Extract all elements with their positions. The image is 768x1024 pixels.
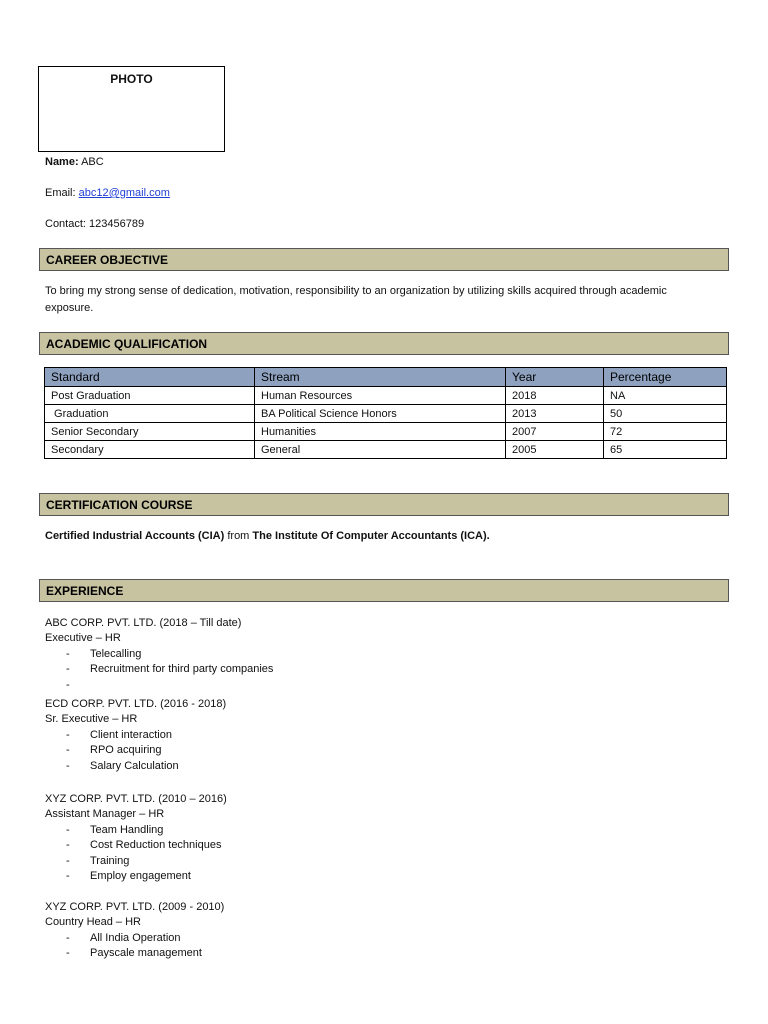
duty-text: Salary Calculation bbox=[90, 760, 179, 772]
job-company: ECD CORP. PVT. LTD. (2016 - 2018) bbox=[45, 698, 227, 710]
career-objective-line-1: To bring my strong sense of dedication, motivation, responsibility to an organization by utilizing skills acquired through academic bbox=[45, 285, 667, 297]
table-cell: 65 bbox=[604, 441, 727, 459]
email-line bbox=[45, 187, 170, 199]
list-item bbox=[66, 759, 179, 774]
duty-text: Recruitment for third party companies bbox=[90, 663, 274, 675]
duty-text: Training bbox=[90, 855, 130, 867]
job-role: Executive – HR bbox=[45, 632, 121, 644]
column-header: Percentage bbox=[604, 368, 727, 387]
job-role: Country Head – HR bbox=[45, 916, 141, 928]
duty-text: Client interaction bbox=[90, 729, 172, 741]
list-item bbox=[66, 662, 274, 677]
list-item bbox=[66, 946, 202, 961]
table-header-row bbox=[45, 368, 727, 387]
section-title: CERTIFICATION COURSE bbox=[46, 498, 193, 512]
bullet-marker: - bbox=[66, 663, 70, 675]
column-header: Stream bbox=[255, 368, 506, 387]
job-company: ABC CORP. PVT. LTD. (2018 – Till date) bbox=[45, 617, 242, 629]
duty-text: Telecalling bbox=[90, 648, 142, 660]
duty-text: Cost Reduction techniques bbox=[90, 839, 222, 851]
duty-text: All India Operation bbox=[90, 932, 181, 944]
list-item bbox=[66, 931, 181, 946]
job-company: XYZ CORP. PVT. LTD. (2010 – 2016) bbox=[45, 793, 227, 805]
contact-line bbox=[45, 218, 144, 230]
bullet-marker: - bbox=[66, 932, 70, 944]
job-role: Assistant Manager – HR bbox=[45, 808, 165, 820]
table-row bbox=[45, 423, 727, 441]
name-line bbox=[45, 156, 104, 168]
career-objective-header bbox=[39, 248, 729, 271]
name-label: Name: bbox=[45, 156, 79, 168]
photo-placeholder bbox=[38, 66, 225, 152]
bullet-marker: - bbox=[66, 760, 70, 772]
bullet-marker: - bbox=[66, 744, 70, 756]
name-value: ABC bbox=[81, 156, 104, 168]
certification-course-name: Certified Industrial Accounts (CIA) bbox=[45, 530, 225, 542]
table-cell: 50 bbox=[604, 405, 727, 423]
table-cell: Humanities bbox=[255, 423, 506, 441]
table-cell: NA bbox=[604, 387, 727, 405]
table-cell: Post Graduation bbox=[45, 387, 255, 405]
table-cell: 72 bbox=[604, 423, 727, 441]
email-link[interactable]: abc12@gmail.com bbox=[78, 187, 170, 199]
photo-label: PHOTO bbox=[110, 72, 153, 86]
table-row bbox=[45, 405, 727, 423]
list-item bbox=[66, 838, 222, 853]
table-cell: 2013 bbox=[506, 405, 604, 423]
column-header: Year bbox=[506, 368, 604, 387]
list-item bbox=[66, 647, 142, 662]
job-role: Sr. Executive – HR bbox=[45, 713, 138, 725]
email-label: Email: bbox=[45, 187, 76, 199]
duty-text: Team Handling bbox=[90, 824, 164, 836]
certification-text bbox=[45, 530, 490, 542]
table-cell: Senior Secondary bbox=[45, 423, 255, 441]
list-item bbox=[66, 869, 191, 884]
table-cell: 2018 bbox=[506, 387, 604, 405]
contact-label: Contact: bbox=[45, 218, 86, 230]
bullet-marker: - bbox=[66, 679, 70, 691]
bullet-marker: - bbox=[66, 855, 70, 867]
table-cell: Secondary bbox=[45, 441, 255, 459]
certification-institute: The Institute Of Computer Accountants (ICA). bbox=[252, 530, 490, 542]
bullet-marker: - bbox=[66, 729, 70, 741]
bullet-marker: - bbox=[66, 839, 70, 851]
section-title: EXPERIENCE bbox=[46, 584, 124, 598]
table-cell: Graduation bbox=[45, 405, 255, 423]
contact-value: 123456789 bbox=[89, 218, 145, 230]
table-cell: BA Political Science Honors bbox=[255, 405, 506, 423]
section-title: ACADEMIC QUALIFICATION bbox=[46, 337, 208, 351]
job-company: XYZ CORP. PVT. LTD. (2009 - 2010) bbox=[45, 901, 225, 913]
duty-text: Payscale management bbox=[90, 947, 202, 959]
section-title: CAREER OBJECTIVE bbox=[46, 253, 169, 267]
duty-text: Employ engagement bbox=[90, 870, 191, 882]
column-header: Standard bbox=[45, 368, 255, 387]
bullet-marker: - bbox=[66, 648, 70, 660]
duty-text: RPO acquiring bbox=[90, 744, 162, 756]
career-objective-text bbox=[45, 283, 725, 317]
bullet-marker: - bbox=[66, 824, 70, 836]
certification-course-header bbox=[39, 493, 729, 516]
academic-qualification-header bbox=[39, 332, 729, 355]
experience-header bbox=[39, 579, 729, 602]
table-cell: 2007 bbox=[506, 423, 604, 441]
list-item bbox=[66, 678, 70, 693]
academic-table bbox=[44, 367, 727, 459]
list-item bbox=[66, 823, 164, 838]
list-item bbox=[66, 854, 130, 869]
career-objective-line-2: exposure. bbox=[45, 302, 94, 314]
table-cell: General bbox=[255, 441, 506, 459]
table-cell: 2005 bbox=[506, 441, 604, 459]
bullet-marker: - bbox=[66, 947, 70, 959]
table-row bbox=[45, 387, 727, 405]
list-item bbox=[66, 743, 162, 758]
table-row bbox=[45, 441, 727, 459]
list-item bbox=[66, 728, 172, 743]
table-cell: Human Resources bbox=[255, 387, 506, 405]
certification-from: from bbox=[227, 530, 250, 542]
bullet-marker: - bbox=[66, 870, 70, 882]
